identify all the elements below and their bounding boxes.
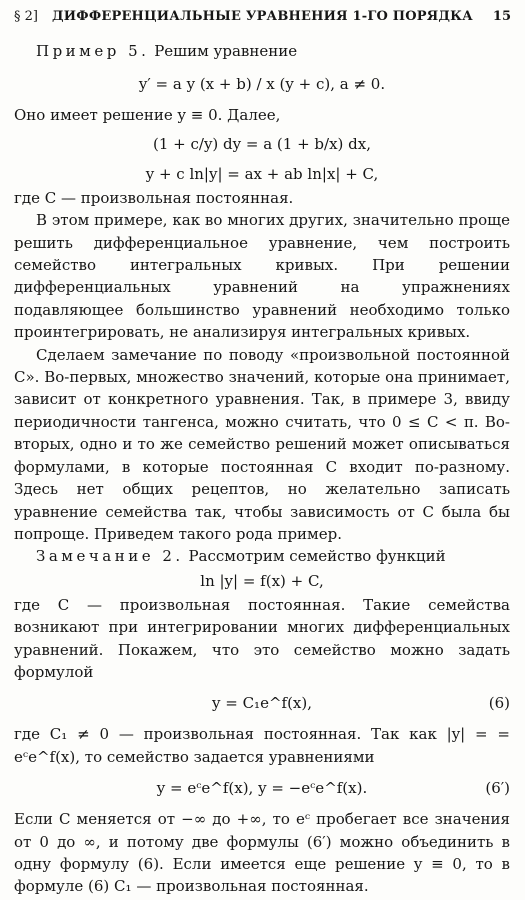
remark-text: где C — произвольная постоянная. Такие семейства возникают при интегрировании многих дифференциальных уравнений. Покажем, что это семейство можно задать формулой xyxy=(14,595,510,681)
remark-label: Замечание 2. xyxy=(36,547,184,566)
formula-6-prime-number: (6′) xyxy=(485,779,510,798)
section-mark: § 2] xyxy=(14,9,38,24)
remark-text-3: Если C меняется от −∞ до +∞, то eᶜ пробегает все значения от 0 до ∞, и потому две формулы (6′) можно объединить в одну формулу (6). Если имеется еще решение y ≡ 0, то в формуле (6) C₁ — произвольная постоянная. xyxy=(14,810,510,896)
remark-text-2: где C₁ ≠ 0 — произвольная постоянная. Так как |y| = = eᶜe^f(x), то семейство задается уравнениями xyxy=(14,725,510,766)
formula-6-number: (6) xyxy=(488,694,510,713)
equation-separated: (1 + c/y) dy = a (1 + b/x) dx, xyxy=(152,134,371,153)
constant-note: где C — произвольная постоянная. xyxy=(14,188,294,207)
formula-6-row xyxy=(14,683,510,723)
equation-example-5: y′ = a y (x + b) / x (y + c), a ≠ 0. xyxy=(138,75,386,94)
page-body xyxy=(14,40,510,898)
remark-intro: Рассмотрим семейство функций xyxy=(188,547,446,566)
equation-integrated: y + c ln|y| = ax + ab ln|x| + C, xyxy=(145,164,379,183)
page-number: 15 xyxy=(492,9,511,24)
paragraph-integral-curves: В этом примере, как во многих других, значительно проще решить дифференциальное уравнение, чем построить семейство интегральных кривых. При решении дифференциальных уравнений на упражнениях подавляющее большинство уравнений необходимо только проинтегрировать, не анализируя интегральных кривых. xyxy=(14,211,510,342)
formula-6: y = C₁e^f(x), xyxy=(212,694,312,713)
example-intro: Решим уравнение xyxy=(154,42,298,60)
solution-text: Оно имеет решение y ≡ 0. Далее, xyxy=(14,106,281,125)
paragraph-arbitrary-constant: Сделаем замечание по поводу «произвольной постоянной C». Во-первых, множество значений, которые она принимает, зависит от конкретного уравнения. Так, в примере 3, ввиду периодичности тангенса, можно считать, что 0 ≤ C < π. Во-вторых, одно и то же семейство решений может описываться формулами, в которые постоянная C входит по-разному. Здесь нет общих рецептов, но желательно записать уравнение семейства так, чтобы зависимость от C была бы попроще. Приведем такого рода пример. xyxy=(14,345,510,543)
equation-log-family: ln |y| = f(x) + C, xyxy=(200,571,324,590)
formula-6-prime-row xyxy=(14,768,510,808)
chapter-title: ДИФФЕРЕНЦИАЛЬНЫЕ УРАВНЕНИЯ 1-ГО ПОРЯДКА xyxy=(52,9,473,24)
example-heading xyxy=(14,40,510,62)
remark-heading xyxy=(14,545,510,567)
running-header xyxy=(14,9,511,29)
formula-6-prime: y = eᶜe^f(x), y = −eᶜe^f(x). xyxy=(156,779,368,798)
example-label: Пример 5. xyxy=(36,42,150,60)
